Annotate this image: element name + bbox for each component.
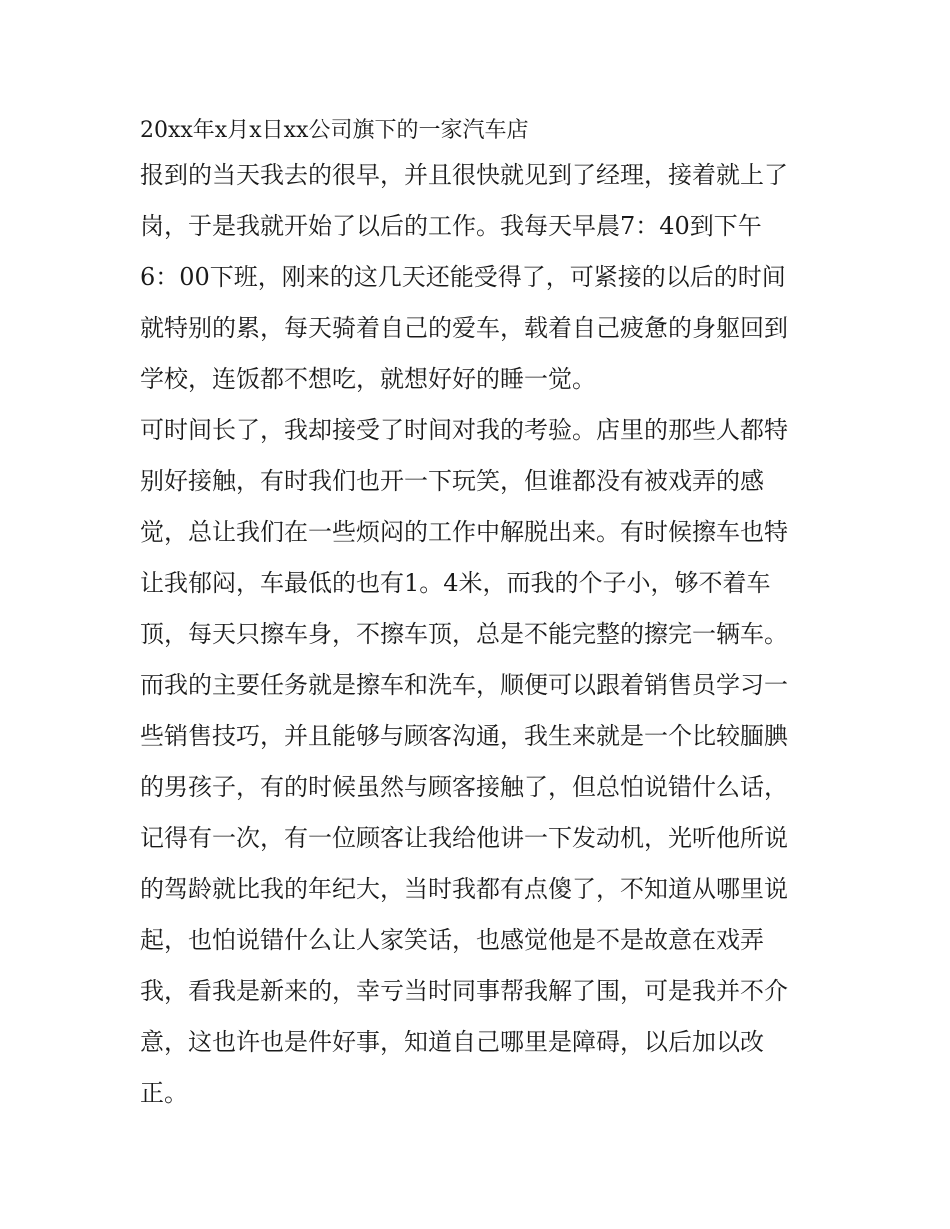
body-line: 报到的当天我去的很早，并且很快就见到了经理，接着就上了 [140,161,788,189]
body-line: 意，这也许也是件好事，知道自己哪里是障碍，以后加以改 [140,1028,764,1056]
body-line: 觉，总让我们在一些烦闷的工作中解脱出来。有时候擦车也特 [140,518,788,546]
body-line: 些销售技巧，并且能够与顾客沟通，我生来就是一个比较腼腆 [140,722,788,750]
body-line: 正。 [140,1079,188,1107]
body-line: 学校，连饭都不想吃，就想好好的睡一觉。 [140,365,596,393]
body-line: 可时间长了，我却接受了时间对我的考验。店里的那些人都特 [140,416,788,444]
body-line: 让我郁闷，车最低的也有1。4米，而我的个子小，够不着车 [140,569,771,597]
body-line: 的驾龄就比我的年纪大，当时我都有点傻了，不知道从哪里说 [140,875,788,903]
body-line: 起，也怕说错什么让人家笑话，也感觉他是不是故意在戏弄 [140,926,764,954]
body-line: 我，看我是新来的，幸亏当时同事帮我解了围，可是我并不介 [140,977,788,1005]
body-line: 而我的主要任务就是擦车和洗车，顺便可以跟着销售员学习一 [140,671,788,699]
body-line: 记得有一次，有一位顾客让我给他讲一下发动机，光听他所说 [140,824,788,852]
body-line: 岗，于是我就开始了以后的工作。我每天早晨7：40到下午 [140,212,762,240]
body-line: 的男孩子，有的时候虽然与顾客接触了，但总怕说错什么话， [140,773,788,801]
body-line: 顶，每天只擦车身，不擦车顶，总是不能完整的擦完一辆车。 [140,620,788,648]
body-line: 6：00下班，刚来的这几天还能受得了，可紧接的以后的时间 [140,263,786,291]
document-heading-line: 20xx年x月x日xx公司旗下的一家汽车店 [140,118,529,143]
document-body [140,112,820,1119]
body-line: 就特别的累，每天骑着自己的爱车，载着自己疲惫的身躯回到 [140,314,788,342]
body-line: 别好接触，有时我们也开一下玩笑，但谁都没有被戏弄的感 [140,467,764,495]
